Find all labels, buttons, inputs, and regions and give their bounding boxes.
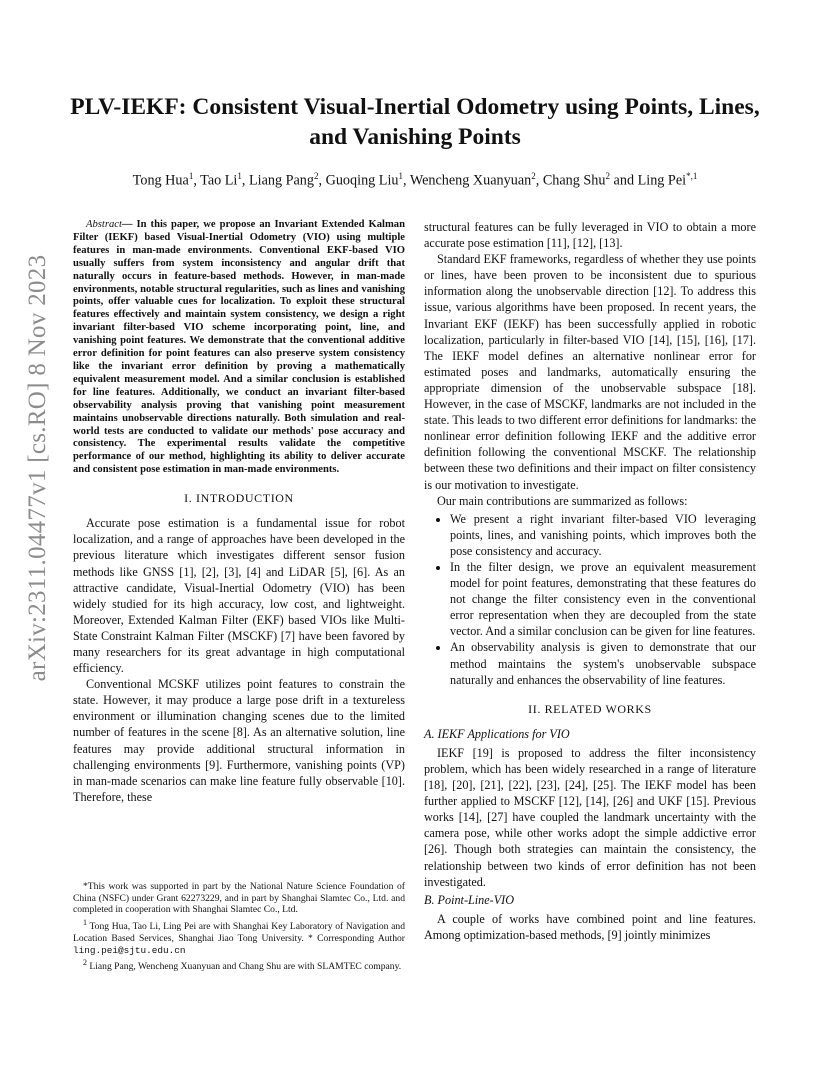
left-column xyxy=(73,219,405,805)
list-item: • An observability analysis is given to demonstrate that our method maintains the system's unobservable subspace naturally and enhances the observability of line features. xyxy=(450,639,756,687)
abstract-dash: — xyxy=(121,219,133,230)
author-affiliation: 2 xyxy=(531,171,536,181)
paper-title: PLV-IEKF: Consistent Visual-Inertial Odometry using Points, Lines, and Vanishing Points xyxy=(70,94,760,150)
author-list: Tong Hua$^1$, Tao Li$^1$, Liang Pang$^2$, Guoqing Liu$^1$, Wencheng Xuanyuan$^2$, Chang Shu$^2$ and Ling Pei$^{*,1}$ xyxy=(132,171,698,189)
related-paragraph-a: IEKF [19] is proposed to address the filter inconsistency problem, which has been widely researched in a range of literature [18], [20], [21], [22], [23], [24], [25]. The IEKF model has been further applied to MSCKF [12], [14], [26] and UKF [15]. Previous works [14], [27] have coupled the landmark uncertainty with the camera pose, while other works adopt the simple addictive error [26]. Though both strategies can maintain the consistency, the relationship between two kinds of error definition has not been investigated. xyxy=(424,745,756,889)
footnote-affiliation-1 xyxy=(73,917,405,956)
author-affiliation: 1 xyxy=(188,171,194,181)
author: Ling Pei xyxy=(637,172,687,189)
list-item: • We present a right invariant filter-based VIO leveraging points, lines, and vanishing points, which improves both the pose consistency and accuracy. xyxy=(450,511,756,559)
author-affiliation: 2 xyxy=(605,171,610,181)
abstract xyxy=(73,219,405,477)
footnote-text: Tong Hua, Tao Li, Ling Pei are with Shanghai Key Laboratory of Navigation and Location Based Services, Shanghai Jiao Tong University. * Corresponding Author xyxy=(73,921,405,944)
subsection-heading-iekf: A. IEKF Applications for VIO xyxy=(424,726,570,741)
author: Wencheng Xuanyuan xyxy=(409,172,532,189)
subsection-heading-point-line: B. Point-Line-VIO xyxy=(424,892,515,907)
arxiv-stamp-text: arXiv:2311.04477v1 [cs.RO] 8 Nov 2023 xyxy=(24,254,51,682)
author-affiliation: *,1 xyxy=(686,171,698,181)
footnote-mark: 2 xyxy=(83,958,87,968)
intro-paragraph-3: Standard EKF frameworks, regardless of whether they use points or lines, have been proven to be inconsistent due to spurious information along the unobservable direction [12]. To address this issue, various algorithms have been proposed. In recent years, the Invariant EKF (IEKF) has been successfully applied in robotic localization, particularly in filter-based VIO [14], [15], [16], [17]. The IEKF model defines an alternative nonlinear error for estimated poses and landmarks, automatically ensuring the appropriate dimension of the unobservable subspace [18]. However, in the case of MSCKF, landmarks are not included in the state. This leads to two different error definitions for landmarks: the nonlinear error definition following IEKF and the additive error definition following the conventional MSCKF. The relationship between these two definitions and their impact on filter consistency is our motivation to investigate. xyxy=(424,252,756,492)
author: Guoqing Liu xyxy=(325,172,399,189)
corresponding-email[interactable]: ling.pei@sjtu.edu.cn xyxy=(73,944,186,956)
section-heading-introduction: I. INTRODUCTION xyxy=(184,491,294,506)
author-affiliation: 1 xyxy=(237,171,242,181)
arxiv-stamp xyxy=(23,254,53,682)
abstract-label: Abstract xyxy=(86,219,122,230)
author-affiliation: 2 xyxy=(314,171,319,181)
authors-and: and xyxy=(613,172,635,189)
footnote-funding: *This work was supported in part by the National Nature Science Foundation of China (NSFC) under Grant 62273229, and in part by Shanghai Slamtec Co., Ltd. and completed in cooperation with Shanghai Slamtec Co., Ltd. xyxy=(73,881,405,916)
author: Liang Pang xyxy=(248,172,314,189)
abstract-text: In this paper, we propose an Invariant Extended Kalman Filter (IEKF) based Visual-Inertial Odometry (VIO) using multiple features in man-made environments. Conventional EKF-based VIO usually suffers from system inconsistency and angular drift that naturally occurs in feature-based methods. However, in man-made environments, notable structural regularities, such as lines and vanishing points, offer valuable cues for localization. To exploit these structural features effectively and maintain system consistency, we design a right invariant filter-based VIO scheme incorporating point, line, and vanishing point features. We demonstrate that the conventional additive error definition for point features can also preserve system consistency like the invariant error definition by proving a mathematically equivalent measurement model. And a similar conclusion is established for line features. Additionally, we conduct an invariant filter-based observability analysis proving that vanishing point measurement maintains unobservable directions naturally. Both simulation and real-world tests are conducted to validate our methods' pose accuracy and consistency. The experimental results validate the competitive performance of our method, highlighting its ability to deliver accurate and consistent pose estimation in man-made environments. xyxy=(73,219,405,476)
section-heading-related-works: II. RELATED WORKS xyxy=(528,701,652,716)
author: Chang Shu xyxy=(542,172,606,189)
author-affiliation: 1 xyxy=(398,171,403,181)
intro-paragraph-1: Accurate pose estimation is a fundamental issue for robot localization, and a range of approaches have been developed in the previous literature which investigates different sensor fusion methods like GNSS [1], [2], [3], [4] and LiDAR [5], [6]. As an attractive candidate, Visual-Inertial Odometry (VIO) has been widely studied for its high accuracy, low cost, and lightweight. Moreover, Extended Kalman Filter (EKF) based VIOs like Multi-State Constraint Kalman Filter (MSCKF) [7] have been favored by many researchers for its great advantage in high computational efficiency. xyxy=(73,516,405,676)
intro-paragraph-2-continued: structural features can be fully leveraged in VIO to obtain a more accurate pose estimation [11], [12], [13]. xyxy=(424,220,756,251)
author: Tao Li xyxy=(200,172,238,189)
author: Tong Hua xyxy=(132,172,189,189)
footnotes xyxy=(73,881,405,974)
related-paragraph-b: A couple of works have combined point and line features. Among optimization-based methods, [9] jointly minimizes xyxy=(424,911,756,942)
intro-paragraph-2: Conventional MCSKF utilizes point features to constrain the state. However, it may produce a large pose drift in a textureless environment or illumination changing scenes due to the limited number of features in the scene [8]. As an alternative solution, line features may provide additional structural information in challenging environments [9]. Furthermore, vanishing points (VP) in man-made scenarios can make line feature fully observable [10]. Therefore, these xyxy=(73,677,405,804)
contributions-list xyxy=(424,511,756,688)
footnote-text: Liang Pang, Wencheng Xuanyuan and Chang Shu are with SLAMTEC company. xyxy=(87,961,402,973)
footnote-affiliation-2 xyxy=(73,957,405,973)
right-column xyxy=(424,219,756,943)
footnote-mark: 1 xyxy=(83,918,87,928)
intro-paragraph-4: Our main contributions are summarized as follows: xyxy=(437,493,688,508)
list-item: • In the filter design, we prove an equivalent measurement model for point features, demonstrating that these features do not change the filter consistency even in the conventional error representation when they are decoupled from the state vector. And a similar conclusion can be given for line features. xyxy=(450,559,756,639)
